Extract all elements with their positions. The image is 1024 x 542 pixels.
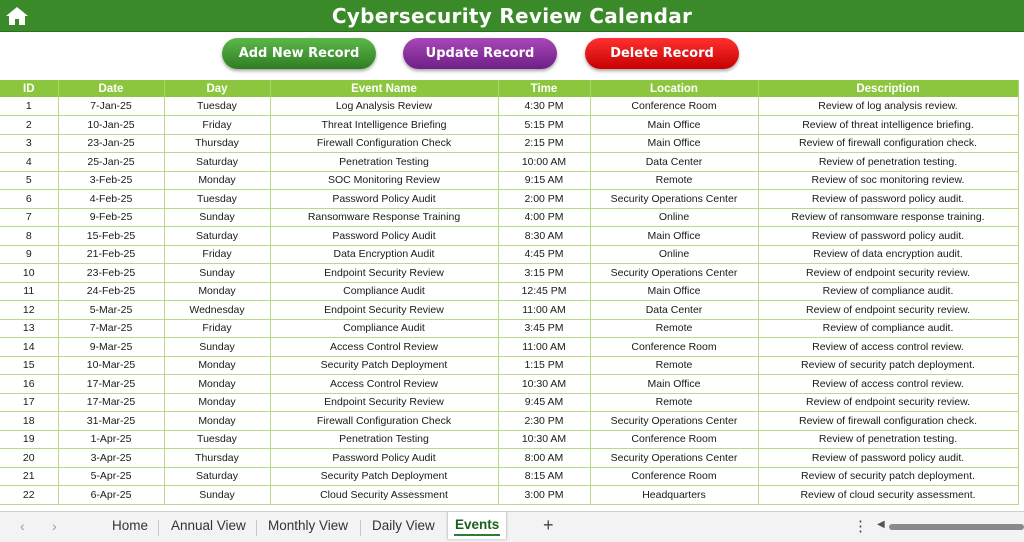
cell-event-name[interactable]: Penetration Testing xyxy=(270,153,498,172)
cell-event-name[interactable]: SOC Monitoring Review xyxy=(270,171,498,190)
cell-description[interactable]: Review of access control review. xyxy=(758,338,1018,357)
table-row[interactable] xyxy=(0,282,1018,301)
cell-day[interactable]: Tuesday xyxy=(164,97,270,116)
cell-time[interactable]: 2:30 PM xyxy=(498,412,590,431)
cell-time[interactable]: 8:00 AM xyxy=(498,449,590,468)
cell-location[interactable]: Security Operations Center xyxy=(590,264,758,283)
cell-event-name[interactable]: Endpoint Security Review xyxy=(270,393,498,412)
table-row[interactable] xyxy=(0,486,1018,505)
cell-day[interactable]: Saturday xyxy=(164,227,270,246)
table-row[interactable] xyxy=(0,356,1018,375)
cell-id[interactable]: 15 xyxy=(0,356,58,375)
column-header-event-name: Event Name xyxy=(270,80,498,97)
delete-record-button[interactable]: Delete Record xyxy=(585,38,739,69)
cell-id[interactable]: 7 xyxy=(0,208,58,227)
cell-location[interactable]: Main Office xyxy=(590,282,758,301)
cell-date[interactable]: 9-Feb-25 xyxy=(58,208,164,227)
cell-description[interactable]: Review of security patch deployment. xyxy=(758,467,1018,486)
cell-day[interactable]: Wednesday xyxy=(164,301,270,320)
tab-annual-view[interactable]: Annual View xyxy=(171,518,246,533)
cell-time[interactable]: 5:15 PM xyxy=(498,116,590,135)
cell-time[interactable]: 3:15 PM xyxy=(498,264,590,283)
cell-day[interactable]: Sunday xyxy=(164,208,270,227)
table-row[interactable] xyxy=(0,190,1018,209)
cell-time[interactable]: 4:30 PM xyxy=(498,97,590,116)
tab-daily-view[interactable]: Daily View xyxy=(372,518,435,533)
cell-time[interactable]: 2:00 PM xyxy=(498,190,590,209)
cell-id[interactable]: 4 xyxy=(0,153,58,172)
cell-time[interactable]: 10:30 AM xyxy=(498,430,590,449)
cell-time[interactable]: 8:15 AM xyxy=(498,467,590,486)
cell-date[interactable]: 25-Jan-25 xyxy=(58,153,164,172)
cell-event-name[interactable]: Security Patch Deployment xyxy=(270,356,498,375)
column-header-location: Location xyxy=(590,80,758,97)
cell-description[interactable]: Review of password policy audit. xyxy=(758,190,1018,209)
cell-description[interactable]: Review of data encryption audit. xyxy=(758,245,1018,264)
cell-date[interactable]: 3-Apr-25 xyxy=(58,449,164,468)
cell-day[interactable]: Monday xyxy=(164,282,270,301)
cell-id[interactable]: 3 xyxy=(0,134,58,153)
cell-day[interactable]: Saturday xyxy=(164,467,270,486)
cell-date[interactable]: 7-Mar-25 xyxy=(58,319,164,338)
cell-description[interactable]: Review of threat intelligence briefing. xyxy=(758,116,1018,135)
cell-id[interactable]: 6 xyxy=(0,190,58,209)
add-record-button[interactable]: Add New Record xyxy=(222,38,376,69)
tab-divider xyxy=(256,520,257,536)
cell-date[interactable]: 23-Jan-25 xyxy=(58,134,164,153)
tab-monthly-view[interactable]: Monthly View xyxy=(268,518,349,533)
cell-date[interactable]: 9-Mar-25 xyxy=(58,338,164,357)
table-row[interactable] xyxy=(0,245,1018,264)
cell-description[interactable]: Review of ransomware response training. xyxy=(758,208,1018,227)
cell-date[interactable]: 21-Feb-25 xyxy=(58,245,164,264)
tab-events[interactable] xyxy=(447,512,507,539)
cell-id[interactable]: 18 xyxy=(0,412,58,431)
cell-event-name[interactable]: Penetration Testing xyxy=(270,430,498,449)
cell-time[interactable]: 3:45 PM xyxy=(498,319,590,338)
cell-time[interactable]: 3:00 PM xyxy=(498,486,590,505)
column-header-time: Time xyxy=(498,80,590,97)
table-row[interactable] xyxy=(0,430,1018,449)
cell-date[interactable]: 3-Feb-25 xyxy=(58,171,164,190)
cell-day[interactable]: Friday xyxy=(164,245,270,264)
cell-event-name[interactable]: Compliance Audit xyxy=(270,319,498,338)
cell-description[interactable]: Review of log analysis review. xyxy=(758,97,1018,116)
cell-location[interactable]: Conference Room xyxy=(590,338,758,357)
cell-day[interactable]: Thursday xyxy=(164,449,270,468)
table-row[interactable] xyxy=(0,467,1018,486)
cell-event-name[interactable]: Security Patch Deployment xyxy=(270,467,498,486)
cell-description[interactable]: Review of cloud security assessment. xyxy=(758,486,1018,505)
update-record-button[interactable]: Update Record xyxy=(403,38,557,69)
table-row[interactable] xyxy=(0,375,1018,394)
cell-day[interactable]: Sunday xyxy=(164,486,270,505)
cell-event-name[interactable]: Ransomware Response Training xyxy=(270,208,498,227)
cell-date[interactable]: 23-Feb-25 xyxy=(58,264,164,283)
cell-location[interactable]: Conference Room xyxy=(590,430,758,449)
cell-id[interactable]: 10 xyxy=(0,264,58,283)
cell-id[interactable]: 9 xyxy=(0,245,58,264)
cell-location[interactable]: Security Operations Center xyxy=(590,449,758,468)
cell-day[interactable]: Monday xyxy=(164,171,270,190)
cell-day[interactable]: Saturday xyxy=(164,153,270,172)
cell-time[interactable]: 10:00 AM xyxy=(498,153,590,172)
title-bar xyxy=(0,0,1024,32)
cell-day[interactable]: Tuesday xyxy=(164,430,270,449)
cell-location[interactable]: Main Office xyxy=(590,227,758,246)
cell-id[interactable]: 13 xyxy=(0,319,58,338)
cell-id[interactable]: 16 xyxy=(0,375,58,394)
cell-event-name[interactable]: Access Control Review xyxy=(270,338,498,357)
active-tab-underline xyxy=(454,534,500,536)
cell-event-name[interactable]: Password Policy Audit xyxy=(270,449,498,468)
cell-description[interactable]: Review of firewall configuration check. xyxy=(758,412,1018,431)
cell-time[interactable]: 10:30 AM xyxy=(498,375,590,394)
cell-event-name[interactable]: Password Policy Audit xyxy=(270,190,498,209)
home-icon[interactable] xyxy=(4,3,30,29)
cell-location[interactable]: Main Office xyxy=(590,134,758,153)
cell-date[interactable]: 15-Feb-25 xyxy=(58,227,164,246)
cell-description[interactable]: Review of password policy audit. xyxy=(758,449,1018,468)
scroll-left-icon[interactable]: ◀ xyxy=(877,519,885,530)
cell-event-name[interactable]: Endpoint Security Review xyxy=(270,301,498,320)
cell-description[interactable]: Review of penetration testing. xyxy=(758,430,1018,449)
cell-date[interactable]: 5-Mar-25 xyxy=(58,301,164,320)
tab-home[interactable]: Home xyxy=(112,518,149,533)
cell-day[interactable]: Tuesday xyxy=(164,190,270,209)
cell-location[interactable]: Online xyxy=(590,245,758,264)
cell-description[interactable]: Review of penetration testing. xyxy=(758,153,1018,172)
scrollbar-thumb[interactable] xyxy=(889,524,1024,530)
table-row[interactable] xyxy=(0,97,1018,116)
plus-icon[interactable]: + xyxy=(543,515,554,535)
cell-date[interactable]: 17-Mar-25 xyxy=(58,375,164,394)
cell-id[interactable]: 20 xyxy=(0,449,58,468)
cell-day[interactable]: Friday xyxy=(164,116,270,135)
cell-time[interactable]: 1:15 PM xyxy=(498,356,590,375)
cell-day[interactable]: Friday xyxy=(164,319,270,338)
table-row[interactable] xyxy=(0,227,1018,246)
cell-time[interactable]: 9:15 AM xyxy=(498,171,590,190)
cell-date[interactable]: 10-Jan-25 xyxy=(58,116,164,135)
cell-event-name[interactable]: Password Policy Audit xyxy=(270,227,498,246)
cell-location[interactable]: Headquarters xyxy=(590,486,758,505)
cell-day[interactable]: Thursday xyxy=(164,134,270,153)
cell-description[interactable]: Review of compliance audit. xyxy=(758,282,1018,301)
cell-location[interactable]: Security Operations Center xyxy=(590,412,758,431)
cell-description[interactable]: Review of compliance audit. xyxy=(758,319,1018,338)
cell-id[interactable]: 22 xyxy=(0,486,58,505)
column-header-description: Description xyxy=(758,80,1018,97)
sheet-tab-bar xyxy=(0,511,1024,542)
cell-id[interactable]: 14 xyxy=(0,338,58,357)
tab-divider xyxy=(158,520,159,536)
table-row[interactable] xyxy=(0,264,1018,283)
horizontal-scrollbar[interactable] xyxy=(877,519,1024,532)
cell-location[interactable]: Data Center xyxy=(590,153,758,172)
cell-day[interactable]: Monday xyxy=(164,412,270,431)
cell-id[interactable]: 21 xyxy=(0,467,58,486)
table-row[interactable] xyxy=(0,338,1018,357)
cell-time[interactable]: 12:45 PM xyxy=(498,282,590,301)
cell-date[interactable]: 17-Mar-25 xyxy=(58,393,164,412)
cell-location[interactable]: Remote xyxy=(590,393,758,412)
cell-location[interactable]: Conference Room xyxy=(590,467,758,486)
cell-description[interactable]: Review of security patch deployment. xyxy=(758,356,1018,375)
cell-id[interactable]: 5 xyxy=(0,171,58,190)
cell-date[interactable]: 4-Feb-25 xyxy=(58,190,164,209)
cell-day[interactable]: Sunday xyxy=(164,264,270,283)
events-table xyxy=(0,80,1019,505)
table-row[interactable] xyxy=(0,171,1018,190)
cell-event-name[interactable]: Access Control Review xyxy=(270,375,498,394)
cell-date[interactable]: 24-Feb-25 xyxy=(58,282,164,301)
table-header-row xyxy=(0,80,1018,97)
cell-day[interactable]: Sunday xyxy=(164,338,270,357)
cell-time[interactable]: 9:45 AM xyxy=(498,393,590,412)
table-row[interactable] xyxy=(0,393,1018,412)
cell-description[interactable]: Review of endpoint security review. xyxy=(758,393,1018,412)
table-row[interactable] xyxy=(0,208,1018,227)
cell-time[interactable]: 2:15 PM xyxy=(498,134,590,153)
cell-location[interactable]: Security Operations Center xyxy=(590,190,758,209)
cell-day[interactable]: Monday xyxy=(164,393,270,412)
cell-date[interactable]: 7-Jan-25 xyxy=(58,97,164,116)
cell-location[interactable]: Remote xyxy=(590,319,758,338)
cell-location[interactable]: Main Office xyxy=(590,375,758,394)
cell-location[interactable]: Remote xyxy=(590,356,758,375)
cell-date[interactable]: 6-Apr-25 xyxy=(58,486,164,505)
cell-event-name[interactable]: Firewall Configuration Check xyxy=(270,134,498,153)
table-row[interactable] xyxy=(0,134,1018,153)
tab-divider xyxy=(360,520,361,536)
cell-date[interactable]: 31-Mar-25 xyxy=(58,412,164,431)
cell-description[interactable]: Review of access control review. xyxy=(758,375,1018,394)
cell-description[interactable]: Review of endpoint security review. xyxy=(758,301,1018,320)
cell-time[interactable]: 8:30 AM xyxy=(498,227,590,246)
table-row[interactable] xyxy=(0,153,1018,172)
cell-id[interactable]: 12 xyxy=(0,301,58,320)
tab-events-label: Events xyxy=(455,517,500,532)
table-row[interactable] xyxy=(0,319,1018,338)
column-header-id: ID xyxy=(0,80,58,97)
cell-location[interactable]: Conference Room xyxy=(590,97,758,116)
cell-time[interactable]: 4:00 PM xyxy=(498,208,590,227)
cell-event-name[interactable]: Threat Intelligence Briefing xyxy=(270,116,498,135)
cell-id[interactable]: 2 xyxy=(0,116,58,135)
cell-id[interactable]: 11 xyxy=(0,282,58,301)
column-header-date: Date xyxy=(58,80,164,97)
cell-date[interactable]: 5-Apr-25 xyxy=(58,467,164,486)
chevron-right-icon[interactable]: › xyxy=(52,518,57,534)
cell-description[interactable]: Review of soc monitoring review. xyxy=(758,171,1018,190)
cell-event-name[interactable]: Endpoint Security Review xyxy=(270,264,498,283)
table-row[interactable] xyxy=(0,301,1018,320)
column-header-day: Day xyxy=(164,80,270,97)
table-row[interactable] xyxy=(0,449,1018,468)
cell-event-name[interactable]: Cloud Security Assessment xyxy=(270,486,498,505)
cell-id[interactable]: 19 xyxy=(0,430,58,449)
cell-event-name[interactable]: Data Encryption Audit xyxy=(270,245,498,264)
cell-time[interactable]: 11:00 AM xyxy=(498,301,590,320)
cell-date[interactable]: 1-Apr-25 xyxy=(58,430,164,449)
cell-date[interactable]: 10-Mar-25 xyxy=(58,356,164,375)
cell-location[interactable]: Data Center xyxy=(590,301,758,320)
cell-id[interactable]: 8 xyxy=(0,227,58,246)
cell-location[interactable]: Online xyxy=(590,208,758,227)
cell-description[interactable]: Review of firewall configuration check. xyxy=(758,134,1018,153)
page-title: Cybersecurity Review Calendar xyxy=(331,3,693,28)
table-row[interactable] xyxy=(0,412,1018,431)
cell-day[interactable]: Monday xyxy=(164,356,270,375)
cell-event-name[interactable]: Firewall Configuration Check xyxy=(270,412,498,431)
action-buttons xyxy=(0,38,1024,70)
table-row[interactable] xyxy=(0,116,1018,135)
table-body xyxy=(0,97,1018,504)
cell-id[interactable]: 17 xyxy=(0,393,58,412)
cell-location[interactable]: Main Office xyxy=(590,116,758,135)
cell-description[interactable]: Review of password policy audit. xyxy=(758,227,1018,246)
cell-time[interactable]: 4:45 PM xyxy=(498,245,590,264)
cell-location[interactable]: Remote xyxy=(590,171,758,190)
cell-day[interactable]: Monday xyxy=(164,375,270,394)
chevron-left-icon[interactable]: ‹ xyxy=(20,518,25,534)
cell-time[interactable]: 11:00 AM xyxy=(498,338,590,357)
cell-event-name[interactable]: Log Analysis Review xyxy=(270,97,498,116)
cell-description[interactable]: Review of endpoint security review. xyxy=(758,264,1018,283)
cell-event-name[interactable]: Compliance Audit xyxy=(270,282,498,301)
more-vertical-icon[interactable]: ⋮ xyxy=(853,518,868,535)
cell-id[interactable]: 1 xyxy=(0,97,58,116)
